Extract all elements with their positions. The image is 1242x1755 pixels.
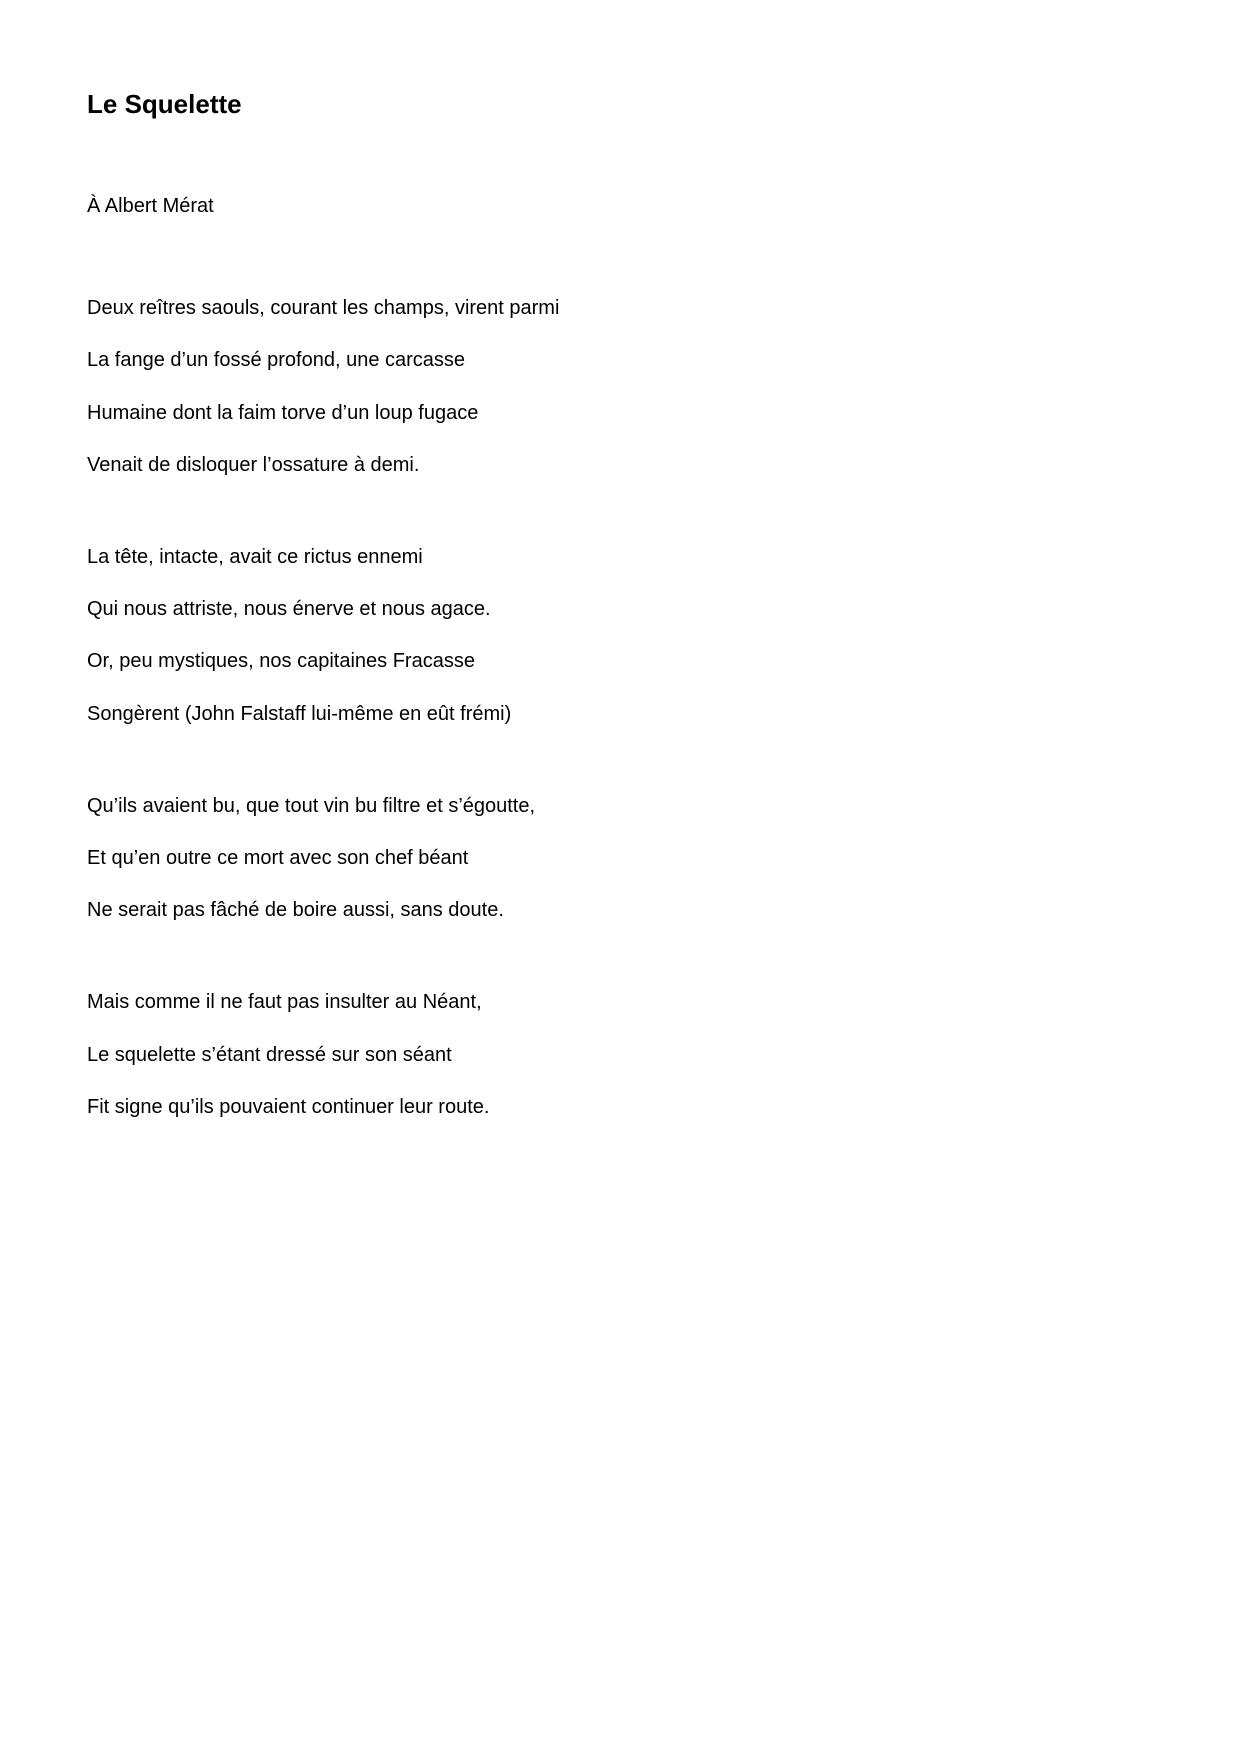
poem-title: Le Squelette	[87, 89, 242, 119]
stanza-1	[87, 293, 1147, 480]
verse-line: Et qu’en outre ce mort avec son chef béant	[87, 847, 469, 870]
verse-line: Qui nous attriste, nous énerve et nous agace.	[87, 598, 491, 621]
verse-line: Fit signe qu’ils pouvaient continuer leur route.	[87, 1095, 490, 1118]
verse-line: La fange d’un fossé profond, une carcasse	[87, 349, 466, 372]
verse-line: Ne serait pas fâché de boire aussi, sans doute.	[87, 899, 504, 922]
stanza-2	[87, 542, 1147, 729]
verse-line: Venait de disloquer l’ossature à demi.	[87, 453, 420, 476]
stanza-3	[87, 791, 1147, 926]
dedication: À Albert Mérat	[87, 195, 214, 217]
verse-line: Le squelette s’étant dressé sur son séant	[87, 1043, 452, 1066]
poem	[87, 84, 1147, 1122]
verse-line: Or, peu mystiques, nos capitaines Fracasse	[87, 650, 475, 673]
stanza-4	[87, 987, 1147, 1122]
verse-line: Songèrent (John Falstaff lui-même en eût frémi)	[87, 702, 512, 725]
verse-line: Qu’ils avaient bu, que tout vin bu filtre et s’égoutte,	[87, 794, 536, 817]
verse-line: Deux reîtres saouls, courant les champs, virent parmi	[87, 297, 560, 319]
verse-line: Humaine dont la faim torve d’un loup fugace	[87, 401, 479, 424]
verse-line: La tête, intacte, avait ce rictus ennemi	[87, 545, 423, 568]
verse-line: Mais comme il ne faut pas insulter au Néant,	[87, 991, 482, 1014]
